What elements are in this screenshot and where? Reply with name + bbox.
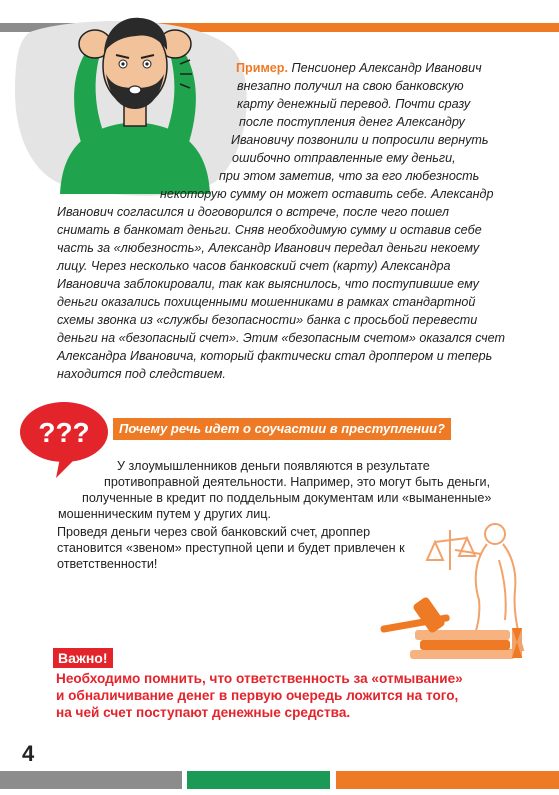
important-line: и обналичивание денег в первую очередь ложится на того, [56, 688, 459, 703]
example-lead: Пример. [236, 61, 288, 75]
example-line: некоторую сумму он может оставить себе. Александр [160, 187, 494, 201]
example-line: схемы звонка из «службы безопасности» банка с просьбой перевести [57, 313, 478, 327]
important-label: Важно! [53, 648, 113, 668]
page-number: 4 [22, 741, 35, 766]
bottom-bar-green [187, 771, 330, 789]
example-line: после поступления денег Александру [239, 115, 465, 129]
stressed-man-illustration [40, 4, 230, 194]
example-line: внезапно получил на свою банковскую [237, 79, 464, 93]
important-line: на чей счет поступают денежные средства. [56, 705, 351, 720]
question-bubble-text: ??? [38, 417, 90, 448]
example-line: Александра Ивановича, который фактически стал дроппером и теперь [57, 349, 493, 363]
example-line: находится под следствием. [57, 367, 226, 381]
example-line: Пенсионер Александр Иванович [291, 61, 482, 75]
example-line: Ивановича заблокировали, так как выяснилось, что поступившие ему [57, 277, 479, 291]
example-line: Иванович согласился и договорился о встрече, после чего пошел [57, 205, 449, 219]
question-heading: Почему речь идет о соучастии в преступлении? [113, 418, 451, 440]
question-line: противоправной деятельности. Например, это могут быть деньги, [104, 475, 491, 489]
example-line: лицу. Через несколько часов банковский счет (карту) Александра [57, 259, 451, 273]
bottom-bar-gray [0, 771, 182, 789]
example-line: часть за «любезность», Александр Иванович передал деньги некоему [57, 241, 480, 255]
example-line: Ивановичу позвонили и попросили вернуть [231, 133, 489, 147]
question-line: ответственности! [57, 557, 158, 571]
example-line: при этом заметив, что за его любезность [219, 169, 480, 183]
question-line: Проведя деньги через свой банковский счет, дроппер [57, 525, 371, 539]
example-line: ошибочно отправленные ему деньги, [232, 151, 456, 165]
example-line: снимать в банкомат деньги. Сняв необходимую сумму и оставив себе [57, 223, 482, 237]
question-line: становится «звеном» преступной цепи и будет привлечен к [57, 541, 405, 555]
example-line: деньги оказались похищенными мошенниками в рамках стандартной [57, 295, 476, 309]
question-line: У злоумышленников деньги появляются в результате [117, 459, 430, 473]
question-bubble-icon [12, 398, 122, 480]
example-line: карту денежный перевод. Почти сразу [237, 97, 471, 111]
bottom-bar-orange [336, 771, 559, 789]
example-line: деньги на «безопасный счет». Этим «безопасным счетом» оказался счет [57, 331, 505, 345]
gavel-illustration [370, 590, 525, 660]
question-line: мошенническим путем у других лиц. [58, 507, 272, 521]
important-line: Необходимо помнить, что ответственность за «отмывание» [56, 671, 463, 686]
question-line: полученные в кредит по поддельным документам или «выманенные» [82, 491, 492, 505]
